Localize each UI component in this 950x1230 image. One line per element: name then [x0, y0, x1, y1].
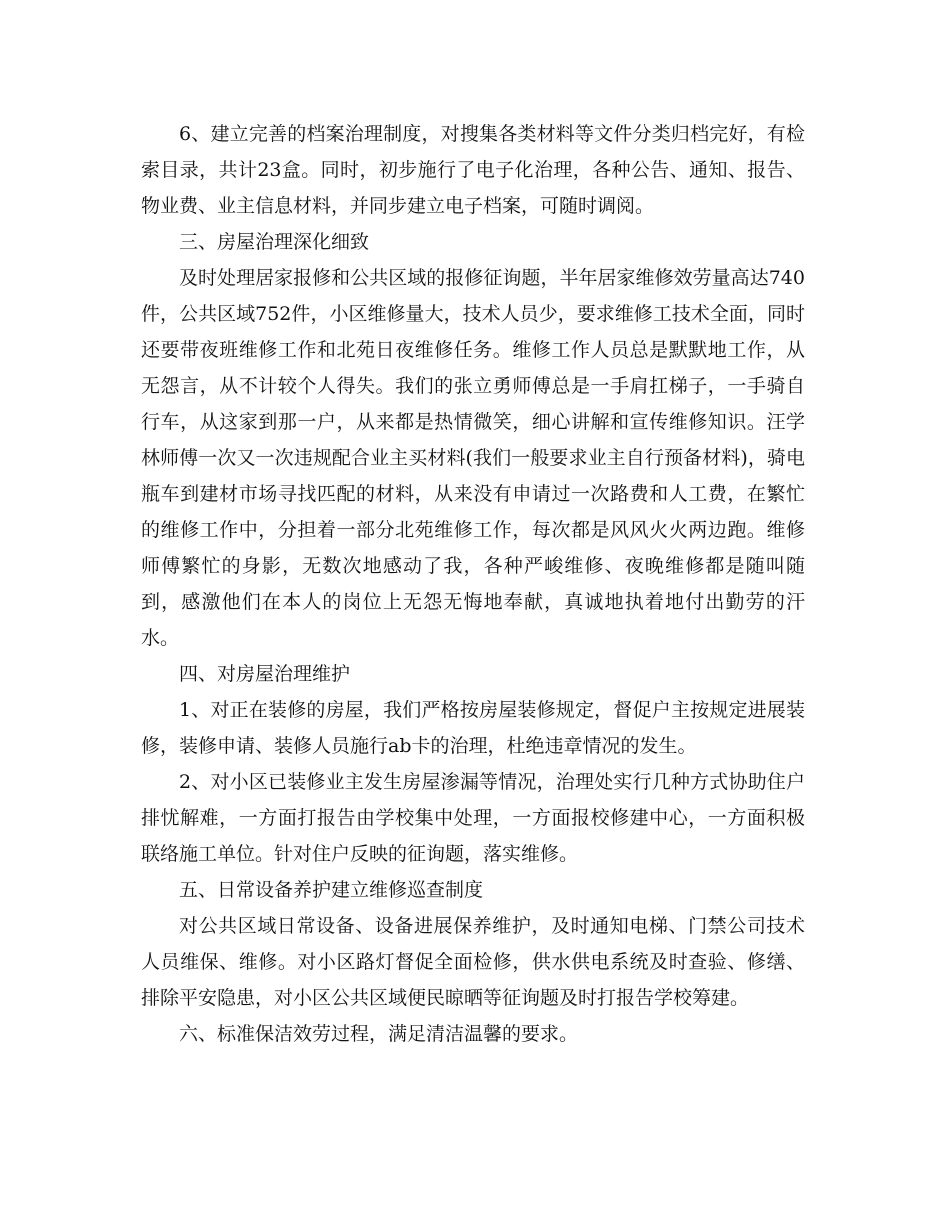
- section-heading-6: 六、标准保洁效劳过程，满足清洁温馨的要求。: [179, 1023, 579, 1045]
- paragraph-equipment-maintenance: 对公共区域日常设备、设备进展保养维护，及时通知电梯、门禁公司技术人员维保、维修。对小区路灯督促全面检修，供水供电系统及时查验、修缮、排除平安隐患，对小区公共区域便民晾晒等征询题及时打报告学校筹建。: [141, 915, 805, 1009]
- paragraph-repair-work: 及时处理居家报修和公共区域的报修征询题，半年居家维修效劳量高达740件，公共区域752件，小区维修量大，技术人员少，要求维修工技术全面，同时还要带夜班维修工作和北苑日夜维修任务。维修工作人员总是默默地工作，从无怨言，从不计较个人得失。我们的张立勇师傅总是一手肩扛梯子，一手骑自行车，从这家到那一户，从来都是热情微笑，细心讲解和宣传维修知识。汪学林师傅一次又一次违规配合业主买材料(我们一般要求业主自行预备材料)，骑电瓶车到建材市场寻找匹配的材料，从来没有申请过一次路费和人工费，在繁忙的维修工作中，分担着一部分北苑维修工作，每次都是风风火火两边跑。维修师傅繁忙的身影，无数次地感动了我，各种严峻维修、夜晚维修都是随叫随到，感激他们在本人的岗位上无怨无悔地奉献，真诚地执着地付出勤劳的汗水。: [141, 267, 805, 649]
- paragraph-renovation-rules: 1、对正在装修的房屋，我们严格按房屋装修规定，督促户主按规定进展装修，装修申请、装修人员施行ab卡的治理，杜绝违章情况的发生。: [141, 699, 805, 757]
- section-heading-4: 四、对房屋治理维护: [179, 663, 351, 685]
- document-body: [141, 116, 805, 1052]
- section-heading-3: 三、房屋治理深化细致: [179, 231, 370, 253]
- section-heading-5: 五、日常设备养护建立维修巡查制度: [179, 879, 484, 901]
- paragraph-archive-management: 6、建立完善的档案治理制度，对搜集各类材料等文件分类归档完好，有检索目录，共计23盒。同时，初步施行了电子化治理，各种公告、通知、报告、物业费、业主信息材料，并同步建立电子档案，可随时调阅。: [141, 123, 805, 217]
- paragraph-leak-handling: 2、对小区已装修业主发生房屋渗漏等情况，治理处实行几种方式协助住户排忧解难，一方面打报告由学校集中处理，一方面报校修建中心，一方面积极联络施工单位。针对住户反映的征询题，落实维修。: [141, 771, 805, 865]
